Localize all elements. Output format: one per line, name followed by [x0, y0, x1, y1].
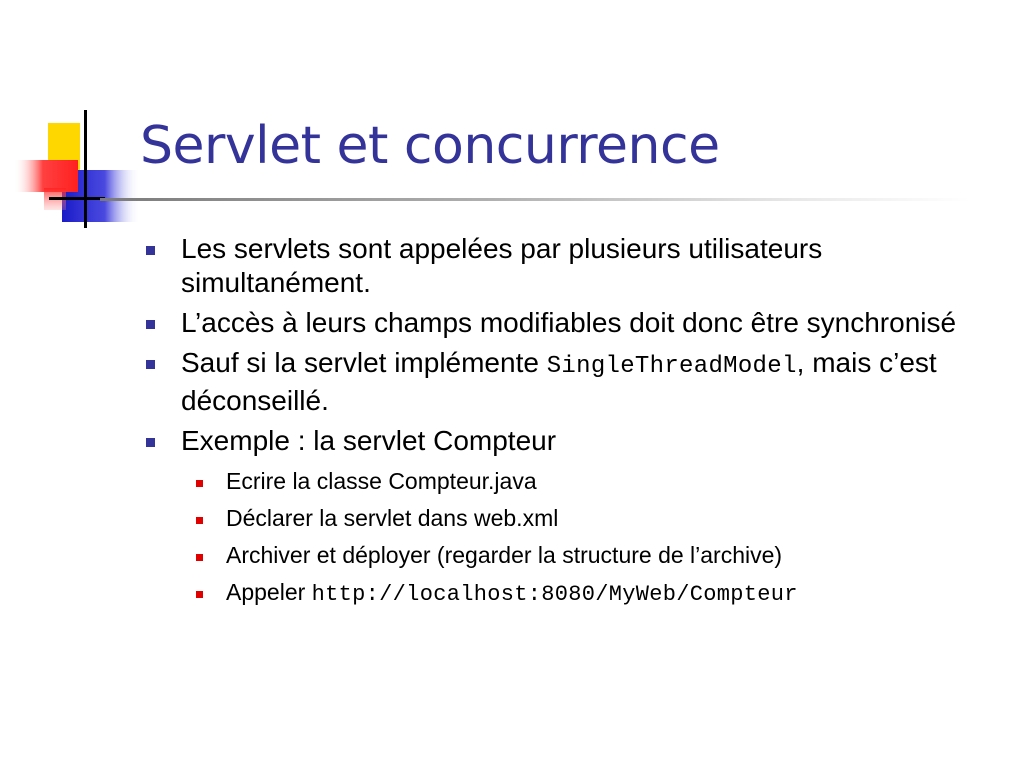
bullet-item: [144, 424, 1004, 458]
slide-title: Servlet et concurrence: [140, 116, 720, 176]
square-sub-bullet-icon: [196, 554, 203, 561]
square-bullet-icon: [146, 246, 155, 255]
sub-bullet-text: Archiver et déployer (regarder la structure de l’archive): [226, 542, 783, 568]
square-bullet-icon: [146, 438, 155, 447]
code-class-name: SingleThreadModel: [546, 353, 797, 380]
code-url: http://localhost:8080/MyWeb/Compteur: [311, 582, 798, 607]
bullet-text: , mais c’est déconseillé.: [181, 347, 937, 416]
bullet-item: [144, 346, 1004, 418]
sub-bullet-text: Appeler: [226, 579, 312, 605]
sub-bullet-item: [144, 467, 1004, 495]
logo-horizontal-line: [49, 197, 105, 200]
bullet-text: Sauf si la servlet implémente: [181, 347, 547, 378]
square-bullet-icon: [146, 320, 155, 329]
bullet-text: Les servlets sont appelées par plusieurs utilisateurs simultanément.: [181, 233, 823, 298]
square-sub-bullet-icon: [196, 517, 203, 524]
bullet-item: [144, 306, 1004, 340]
sub-bullet-item: [144, 578, 1004, 609]
bullet-text: L’accès à leurs champs modifiables doit donc être synchronisé: [181, 307, 957, 338]
slide-content: [144, 232, 1004, 609]
title-underline: [100, 198, 970, 201]
bullet-item: [144, 232, 1004, 300]
slide-logo-decoration: [0, 0, 150, 240]
square-sub-bullet-icon: [196, 480, 203, 487]
square-bullet-icon: [146, 360, 155, 369]
sub-bullet-item: [144, 541, 1004, 569]
sub-bullet-item: [144, 504, 1004, 532]
bullet-text: Exemple : la servlet Compteur: [181, 425, 557, 456]
square-sub-bullet-icon: [196, 591, 203, 598]
sub-bullet-text: Ecrire la classe Compteur.java: [226, 468, 537, 494]
logo-red-block: [14, 160, 78, 192]
logo-vertical-line: [84, 110, 87, 228]
sub-bullet-text: Déclarer la servlet dans web.xml: [226, 505, 559, 531]
